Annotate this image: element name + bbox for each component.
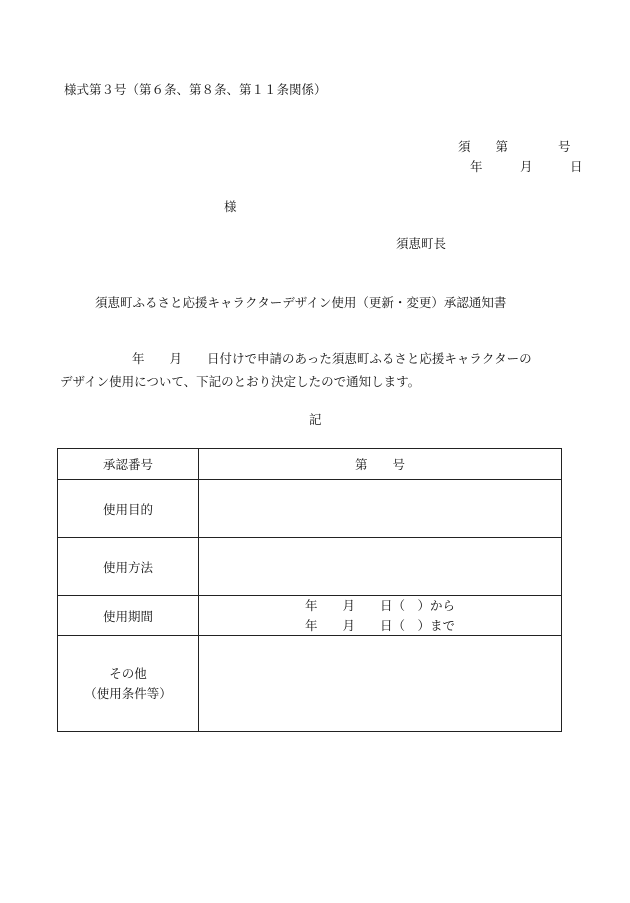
reference-number: 須 第 号 [458, 139, 571, 154]
table-row [58, 636, 562, 732]
issuer-title: 須恵町長 [396, 236, 447, 251]
table-row [58, 449, 562, 480]
label-approval-number: 承認番号 [58, 449, 199, 480]
period-to: 年 月 日（ ）まで [304, 617, 455, 633]
body-text-line-1: 年 月 日付けで申請のあった須恵町ふるさと応援キャラクターの [132, 351, 532, 366]
label-method: 使用方法 [58, 538, 199, 596]
body-text-line-2: デザイン使用について、下記のとおり決定したので通知します。 [60, 374, 421, 389]
period-from: 年 月 日（ ）から [304, 598, 455, 614]
label-other [58, 636, 199, 732]
value-approval-number: 第 号 [199, 449, 562, 480]
issue-date: 年 月 日 [470, 159, 583, 174]
recipient-honorific: 様 [224, 199, 237, 214]
value-other [199, 636, 562, 732]
document-title: 須恵町ふるさと応援キャラクターデザイン使用（更新・変更）承認通知書 [95, 295, 507, 310]
label-other-line-1: その他 [109, 666, 147, 682]
table-row [58, 480, 562, 538]
table-row [58, 538, 562, 596]
value-period [199, 596, 562, 636]
label-period: 使用期間 [58, 596, 199, 636]
value-method [199, 538, 562, 596]
form-number: 様式第３号（第６条、第８条、第１１条関係） [64, 82, 327, 97]
value-purpose [199, 480, 562, 538]
label-other-line-2: （使用条件等） [84, 685, 172, 701]
table-row [58, 596, 562, 636]
ki-heading: 記 [309, 412, 322, 427]
approval-details-table [57, 448, 562, 732]
label-purpose: 使用目的 [58, 480, 199, 538]
